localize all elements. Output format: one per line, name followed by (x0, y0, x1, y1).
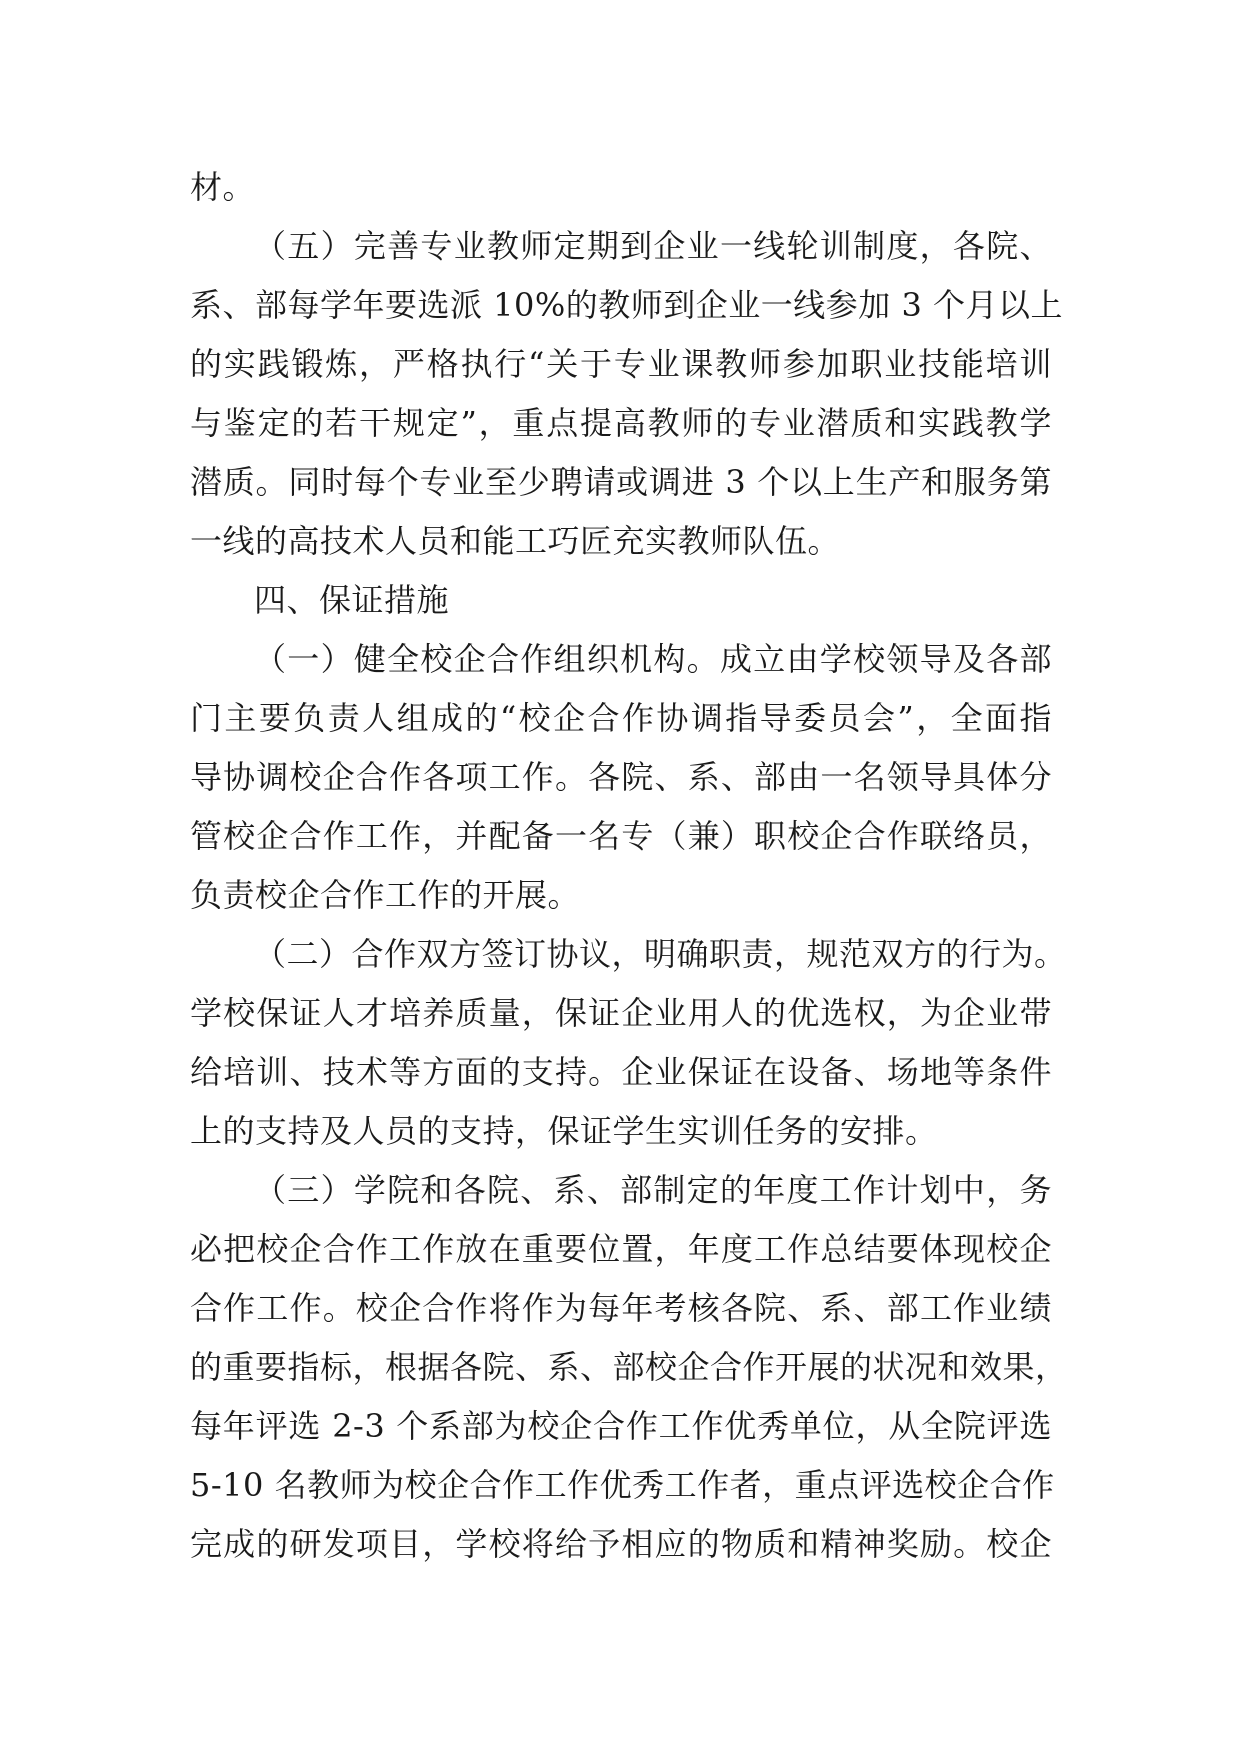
text-line: （五）完善专业教师定期到企业一线轮训制度，各院、 (254, 227, 1052, 265)
text-line: 一线的高技术人员和能工巧匠充实教师队伍。 (190, 522, 841, 560)
text-line: 门主要负责人组成的“校企合作协调指导委员会”，全面指 (190, 699, 1052, 737)
text-line: 与鉴定的若干规定”，重点提高教师的专业潜质和实践教学 (190, 404, 1052, 442)
text-line: （一）健全校企合作组织机构。成立由学校领导及各部 (254, 640, 1052, 678)
text-line: 给培训、技术等方面的支持。企业保证在设备、场地等条件 (190, 1053, 1052, 1091)
text-line: 四、保证措施 (254, 581, 450, 619)
text-line: 负责校企合作工作的开展。 (190, 876, 581, 914)
text-line: 管校企合作工作，并配备一名专（兼）职校企合作联络员， (190, 817, 1052, 855)
body-text (190, 158, 1068, 1574)
text-line: 完成的研发项目，学校将给予相应的物质和精神奖励。校企 (190, 1525, 1052, 1563)
text-line: 的重要指标，根据各院、系、部校企合作开展的状况和效果， (190, 1348, 1068, 1386)
text-line: 学校保证人才培养质量，保证企业用人的优选权，为企业带 (190, 994, 1052, 1032)
text-line: 合作工作。校企合作将作为每年考核各院、系、部工作业绩 (190, 1289, 1052, 1327)
text-line: 的实践锻炼，严格执行“关于专业课教师参加职业技能培训 (190, 345, 1052, 383)
text-line: 系、部每学年要选派 10%的教师到企业一线参加 3 个月以上 (190, 286, 1064, 324)
text-line: 必把校企合作工作放在重要位置，年度工作总结要体现校企 (190, 1230, 1052, 1268)
text-line: 上的支持及人员的支持，保证学生实训任务的安排。 (190, 1112, 938, 1150)
text-line: 潜质。同时每个专业至少聘请或调进 3 个以上生产和服务第 (190, 463, 1052, 501)
text-line: 材。 (190, 168, 256, 206)
text-line: 5-10 名教师为校企合作工作优秀工作者，重点评选校企合作 (190, 1466, 1055, 1504)
text-line: （三）学院和各院、系、部制定的年度工作计划中，务 (254, 1171, 1052, 1209)
text-line: 导协调校企合作各项工作。各院、系、部由一名领导具体分 (190, 758, 1052, 796)
text-line: （二）合作双方签订协议，明确职责，规范双方的行为。 (254, 935, 1067, 973)
text-line: 每年评选 2-3 个系部为校企合作工作优秀单位，从全院评选 (190, 1407, 1052, 1445)
